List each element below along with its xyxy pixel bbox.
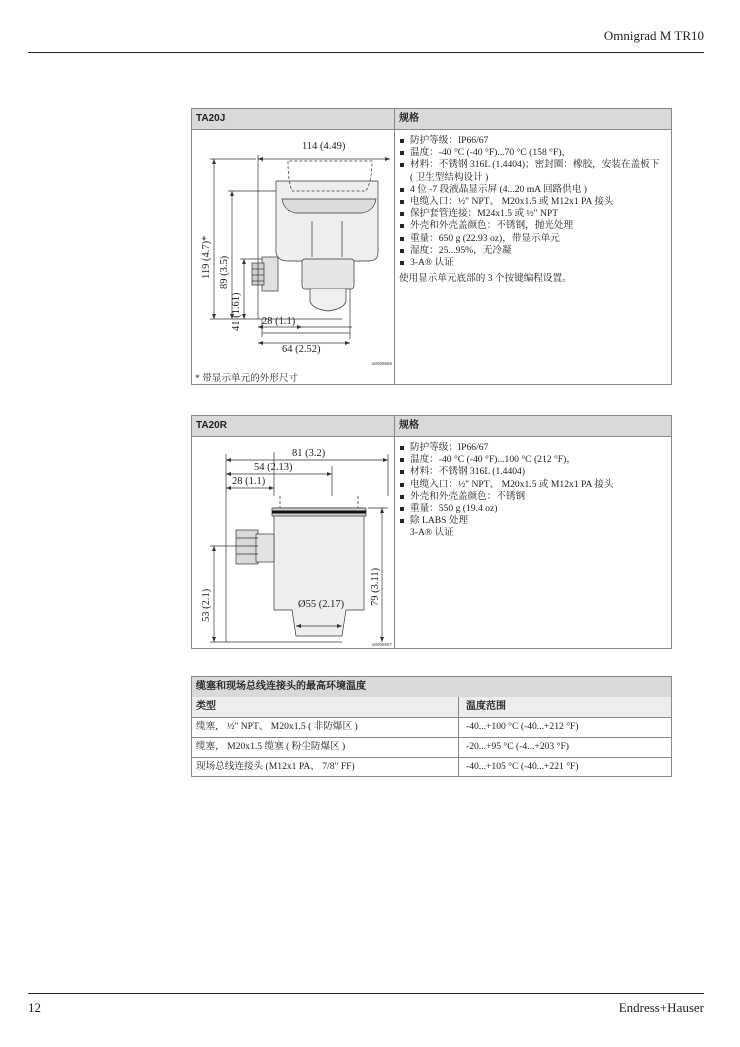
ta20j-spec-item: 防护等级：IP66/67 [399, 135, 664, 147]
ta20r-spec-item: 除 LABS 处理 [399, 515, 664, 527]
table-row [192, 757, 671, 777]
ta20j-spec-item: 保护套管连接：M24x1.5 或 ½" NPT [399, 208, 664, 220]
ta20r-divider [394, 416, 395, 648]
ta20r-spec-list [399, 442, 664, 540]
ta20j-spec-item: 材料：不锈钢 316L (1.4404)；密封圈：橡胶，安装在盖板下 ( 卫生型结构设计 ) [399, 159, 664, 183]
ta20r-label: TA20R [196, 420, 227, 431]
ta20j-footnote: * 带显示单元的外形尺寸 [195, 373, 299, 384]
ta20r-spec-item: 外壳和外壳盖颜色：不锈钢 [399, 491, 664, 503]
ta20j-header-row [192, 109, 671, 130]
col-type-header: 类型 [196, 701, 216, 712]
ta20j-table [191, 108, 672, 385]
ta20j-spec-list [399, 135, 664, 285]
ta20j-spec-item: 温度：-40 °C (-40 °F)...70 °C (158 °F)， [399, 147, 664, 159]
temperature-table-title-row [192, 677, 671, 698]
temperature-table-header-row [192, 697, 671, 718]
temperature-table [191, 676, 672, 777]
page-number: 12 [28, 1000, 41, 1015]
row-range: -20...+95 °C (-4...+203 °F) [466, 741, 569, 752]
ta20j-spec-item: 重量：650 g (22.93 oz)，带显示单元 [399, 233, 664, 245]
table-row [192, 717, 671, 738]
temperature-table-divider [458, 697, 459, 776]
ta20j-spec-item: 外壳和外壳盖颜色：不锈钢，抛光处理 [399, 220, 664, 232]
col-range-header: 温度范围 [466, 701, 506, 712]
ta20r-table [191, 415, 672, 649]
ta20r-header-row [192, 416, 671, 437]
ta20r-spec-item: 电缆入口：½" NPT、 M20x1.5 或 M12x1 PA 接头 [399, 479, 664, 491]
ta20r-dim-gland-offset: 28 (1.1) [232, 476, 266, 487]
ta20r-dim-diameter: Ø55 (2.17) [298, 599, 345, 610]
ta20r-spec-item: 材料：不锈钢 316L (1.4404) [399, 466, 664, 478]
ta20j-dim-gland-offset: 28 (1.1) [262, 316, 296, 327]
ta20j-dimension-drawing [192, 129, 394, 385]
ta20r-spec-item: 防护等级：IP66/67 [399, 442, 664, 454]
ta20j-label: TA20J [196, 113, 226, 124]
ta20r-dim-height: 79 (3.11) [370, 567, 381, 606]
ta20j-drawing-id: a0008666 [372, 361, 393, 366]
footer-rule [28, 993, 704, 994]
ta20j-dim-height-body: 89 (3.5) [219, 255, 230, 289]
ta20r-dimension-drawing [192, 436, 394, 648]
row-type: 缆塞， M20x1.5 缆塞 ( 粉尘防爆区 ) [196, 741, 346, 752]
header-title: Omnigrad M TR10 [603, 28, 704, 43]
row-range: -40...+100 °C (-40...+212 °F) [466, 721, 579, 732]
row-type: 缆塞， ½" NPT、 M20x1.5 ( 非防爆区 ) [196, 721, 358, 732]
ta20j-dim-height-total: 119 (4.7)* [201, 235, 212, 279]
ta20j-spec-item: 电缆入口：½" NPT、 M20x1.5 或 M12x1 PA 接头 [399, 196, 664, 208]
ta20r-spec-header: 规格 [399, 420, 419, 431]
row-type: 现场总线连接头 (M12x1 PA、 7/8" FF) [196, 761, 355, 772]
ta20j-spec-item: 4 位 -7 段液晶显示屏 (4...20 mA 回路供电 ) [399, 184, 664, 196]
ta20j-dim-width: 114 (4.49) [302, 141, 346, 152]
ta20j-note: 使用显示单元底部的 3 个按键编程设置。 [399, 273, 572, 285]
ta20j-dim-base: 64 (2.52) [282, 344, 321, 355]
ta20r-dim-cover: 54 (2.13) [254, 462, 293, 473]
brand-name: Endress+Hauser [618, 1000, 704, 1015]
ta20j-spec-item: 3-A® 认证 [399, 257, 664, 269]
ta20r-drawing-id: a0008667 [372, 642, 393, 647]
ta20r-spec-item: 3-A® 认证 [410, 527, 454, 539]
ta20r-spec-item: 重量：550 g (19.4 oz) [399, 503, 664, 515]
ta20r-spec-item: 温度：-40 °C (-40 °F)...100 °C (212 °F)， [399, 454, 664, 466]
ta20j-dim-height-gland: 41 (1.61) [231, 292, 242, 331]
row-range: -40...+105 °C (-40...+221 °F) [466, 761, 579, 772]
ta20j-divider [394, 109, 395, 384]
ta20j-spec-header: 规格 [399, 113, 419, 124]
ta20j-spec-item: 湿度：25...95%，无冷凝 [399, 245, 664, 257]
header-rule [28, 52, 704, 53]
table-row [192, 737, 671, 758]
temperature-table-title: 缆塞和现场总线连接头的最高环境温度 [196, 681, 366, 692]
ta20r-dim-gland-height: 53 (2.1) [201, 588, 212, 622]
ta20r-dim-width: 81 (3.2) [292, 448, 326, 459]
